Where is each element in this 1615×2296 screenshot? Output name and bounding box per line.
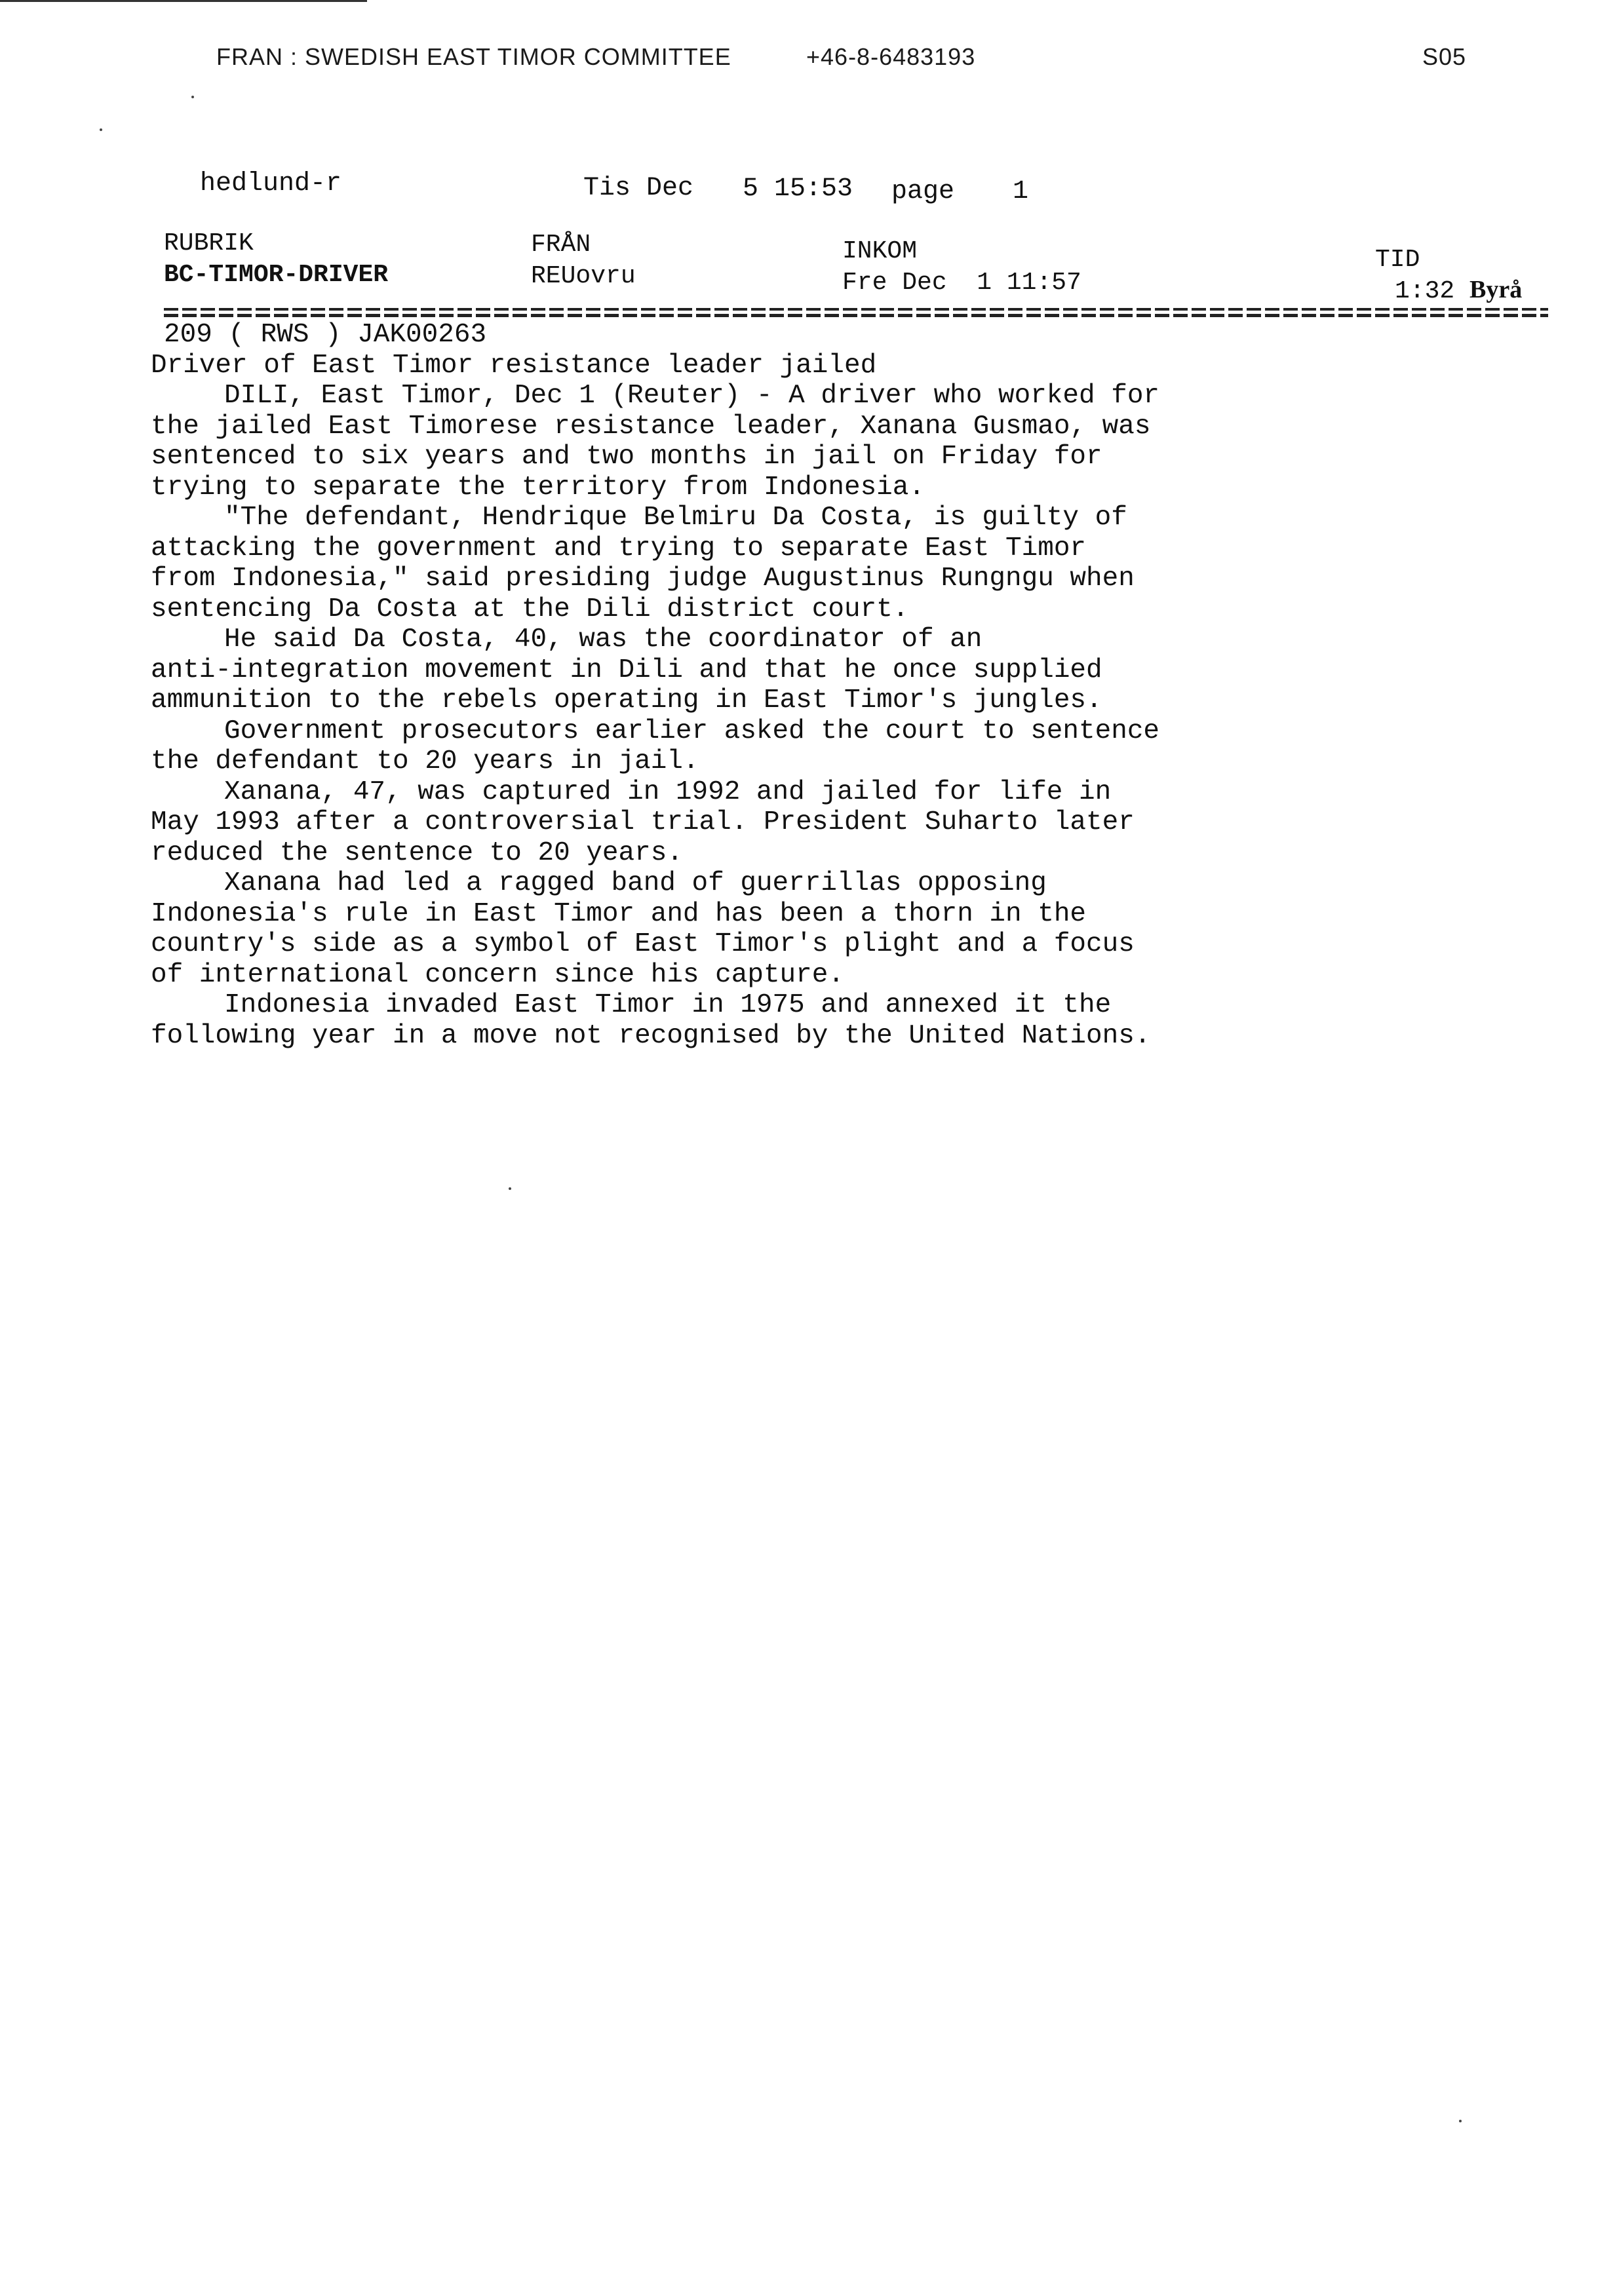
- tid-value: 1:32: [1395, 277, 1455, 305]
- article-line: trying to separate the territory from Indonesia.: [151, 472, 925, 503]
- article-line: Xanana had led a ragged band of guerrillas opposing: [224, 868, 1047, 898]
- fran-value: REUovru: [531, 262, 636, 290]
- article-line: Indonesia's rule in East Timor and has been a thorn in the: [151, 898, 1087, 929]
- rubrik-label: RUBRIK: [164, 229, 254, 258]
- article-line: Xanana, 47, was captured in 1992 and jailed for life in: [224, 776, 1112, 807]
- scan-speck: [1459, 2120, 1462, 2122]
- article-line: reduced the sentence to 20 years.: [151, 837, 683, 868]
- fax-page-number: S05: [1422, 43, 1467, 70]
- inkom-value: Fre Dec 1 11:57: [842, 269, 1081, 297]
- tid-label: TID: [1375, 246, 1420, 274]
- scan-speck: [509, 1187, 511, 1190]
- article-line: "The defendant, Hendrique Belmiru Da Costa, is guilty of: [224, 503, 1127, 533]
- article-line: Government prosecutors earlier asked the court to sentence: [224, 716, 1160, 746]
- fax-phone-number: +46-8-6483193: [806, 43, 976, 70]
- article-line: the defendant to 20 years in jail.: [151, 746, 699, 776]
- article-paragraphs: [151, 381, 1560, 1051]
- article-line: from Indonesia," said presiding judge Augustinus Rungngu when: [151, 564, 1135, 594]
- print-day: Tis Dec: [583, 174, 694, 203]
- fax-transmission-header: [0, 43, 1615, 76]
- article-line: of international concern since his capture.: [151, 959, 844, 990]
- article-line: He said Da Costa, 40, was the coordinator of an: [224, 624, 983, 655]
- article-line: sentenced to six years and two months in jail on Friday for: [151, 442, 1102, 472]
- article-line: May 1993 after a controversial trial. President Suharto later: [151, 807, 1135, 837]
- article-slug: 209 ( RWS ) JAK00263: [164, 320, 487, 350]
- article-line: sentencing Da Costa at the Dili district court.: [151, 594, 909, 624]
- print-page-number: 1: [1013, 177, 1029, 206]
- print-time: 5 15:53: [743, 174, 853, 204]
- inkom-label: INKOM: [842, 237, 918, 265]
- article-line: Indonesia invaded East Timor in 1975 and annexed it the: [224, 990, 1112, 1020]
- article-line: anti-integration movement in Dili and that he once supplied: [151, 655, 1102, 685]
- rubrik-value: BC-TIMOR-DRIVER: [164, 261, 389, 289]
- print-page-label: page: [891, 177, 955, 206]
- article-line: the jailed East Timorese resistance leader, Xanana Gusmao, was: [151, 411, 1151, 442]
- scan-speck: [100, 128, 102, 131]
- article-line: ammunition to the rebels operating in East Timor's jungles.: [151, 685, 1102, 716]
- article-line: attacking the government and trying to separate East Timor: [151, 533, 1087, 564]
- scan-speck: [191, 96, 194, 98]
- article-body: [151, 320, 1560, 1051]
- article-line: DILI, East Timor, Dec 1 (Reuter) - A driver who worked for: [224, 381, 1160, 411]
- fax-sender: FRAN : SWEDISH EAST TIMOR COMMITTEE: [216, 43, 731, 70]
- fran-label: FRÅN: [531, 231, 591, 259]
- article-headline: Driver of East Timor resistance leader jailed: [151, 350, 877, 381]
- fax-edge-line: [0, 0, 367, 2]
- article-line: following year in a move not recognised by the United Nations.: [151, 1020, 1151, 1051]
- byra-label: Byrå: [1469, 276, 1523, 303]
- article-line: country's side as a symbol of East Timor's plight and a focus: [151, 929, 1135, 959]
- header-separator: [164, 308, 1548, 317]
- tid-value-group: [1395, 275, 1522, 305]
- print-user: hedlund-r: [200, 169, 342, 199]
